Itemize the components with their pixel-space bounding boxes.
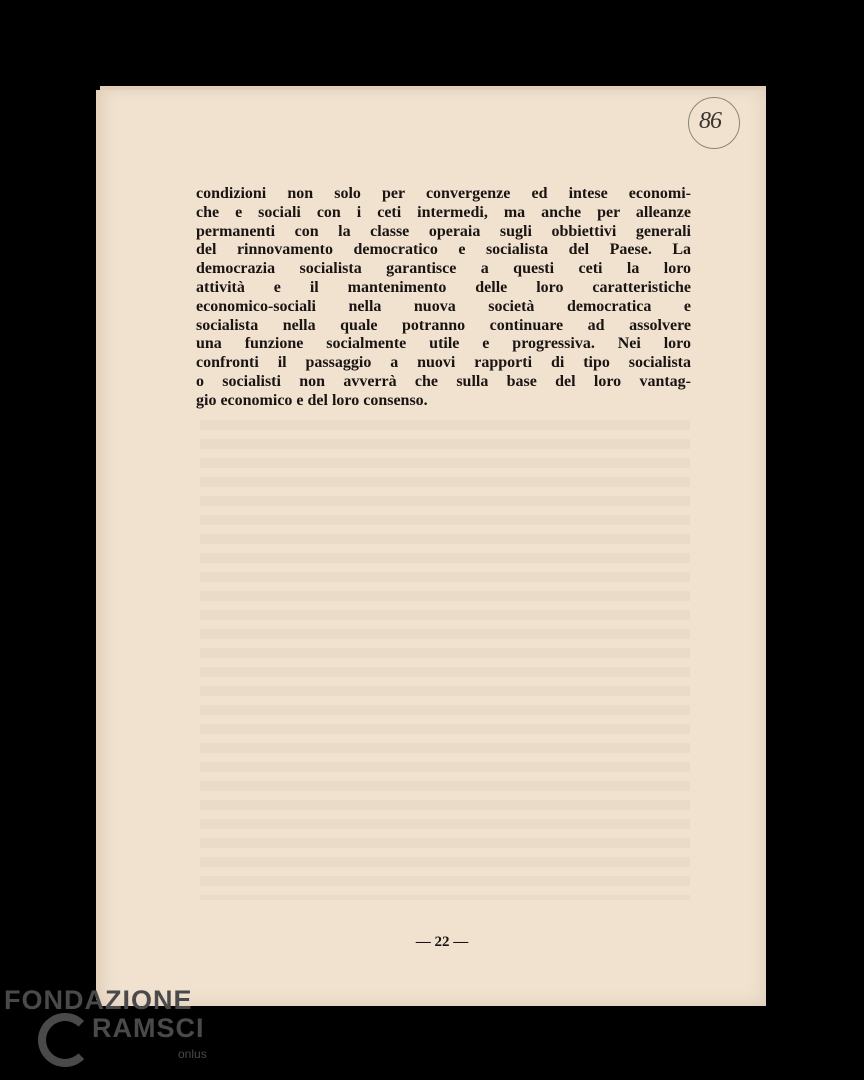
fondazione-gramsci-watermark — [0, 985, 220, 1080]
watermark-sub: onlus — [178, 1047, 207, 1061]
page-top-edge — [100, 86, 766, 90]
page-folio: — 22 — — [415, 934, 469, 950]
text-line: condizioni non solo per convergenze ed intese economi- — [196, 185, 691, 202]
text-line: economico-sociali nella nuova società democratica e — [196, 297, 691, 315]
watermark-line2: RAMSCI — [92, 1013, 205, 1043]
text-line: attività e il mantenimento delle loro caratteristiche — [196, 278, 691, 296]
text-line: democrazia socialista garantisce a questi ceti la loro — [196, 260, 691, 278]
text-line: che e sociali con i ceti intermedi, ma anche per alleanze — [196, 203, 691, 221]
handwritten-page-number: 86 — [699, 108, 721, 134]
text-line: gio economico e del loro consenso. — [196, 391, 428, 409]
text-line: confronti il passaggio a nuovi rapporti di tipo socialista — [196, 354, 691, 372]
text-line: socialista nella quale potranno continuare ad assolvere — [196, 316, 691, 334]
watermark-g-logo-icon — [38, 1013, 92, 1067]
bleed-through-text — [200, 420, 690, 900]
text-line: del rinnovamento democratico e socialista del Paese. La — [196, 241, 691, 259]
text-line: permanenti con la classe operaia sugli obbiettivi generali — [196, 222, 691, 240]
text-line: o socialisti non avverrà che sulla base del loro vantag- — [196, 372, 691, 390]
watermark-line1: FONDAZIONE — [4, 985, 193, 1015]
body-paragraph — [196, 185, 691, 411]
text-line: una funzione socialmente utile e progressiva. Nei loro — [196, 335, 691, 353]
